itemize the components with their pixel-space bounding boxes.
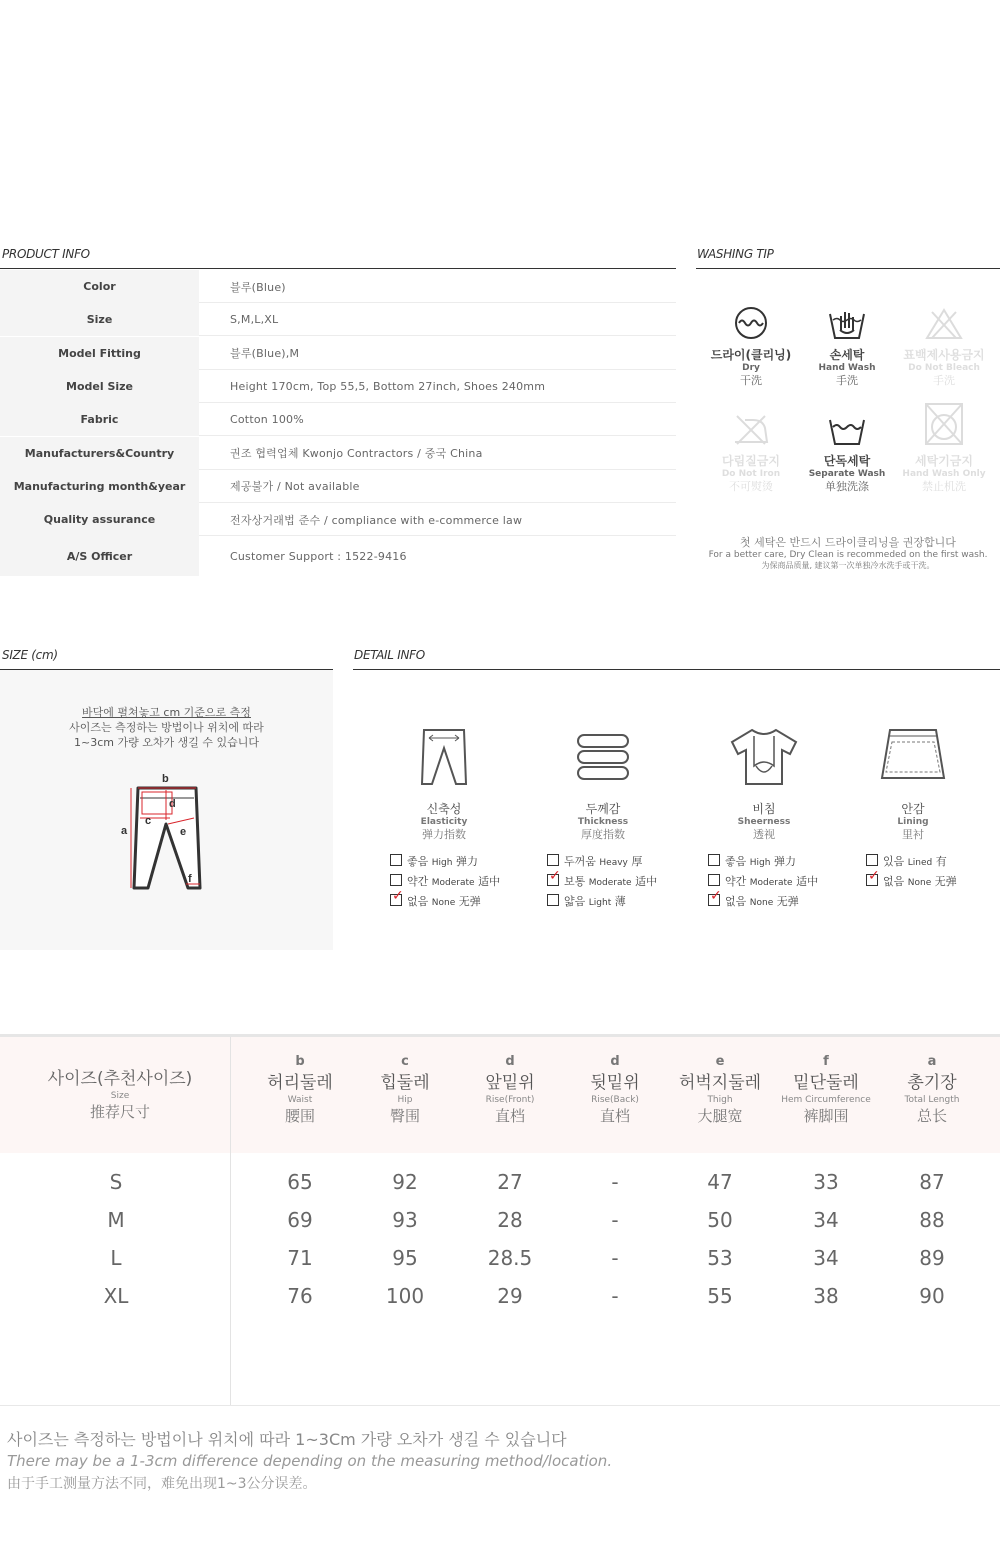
column-ko: 허리둘레: [267, 1073, 333, 1093]
detail-option-ko: 없음: [407, 895, 429, 908]
wash-separate-zh: 单独洗涤: [825, 480, 869, 493]
wash-separate-ko: 단독세탁: [823, 454, 871, 468]
column-en: Hip: [397, 1095, 413, 1105]
size-header-en: Size: [110, 1091, 130, 1101]
elasticity-icon: [419, 726, 469, 788]
size-table-value-cell: 28.5: [487, 1246, 533, 1270]
detail-option-zh: 弹力: [455, 855, 478, 868]
column-ko: 힙둘레: [380, 1073, 430, 1093]
column-zh: 裤脚围: [803, 1107, 849, 1125]
footer-note-en: There may be a 1-3cm difference depending on the measuring method/location.: [7, 1452, 613, 1470]
detail-col-thickness: [533, 726, 673, 841]
lining-zh: 里衬: [902, 828, 924, 841]
column-letter: e: [715, 1054, 725, 1069]
column-zh: 大腿宽: [697, 1107, 743, 1125]
detail-option-zh: 薄: [614, 895, 626, 908]
product-info-row: [0, 370, 676, 403]
check-mark-icon: ✓: [392, 888, 404, 904]
detail-option-zh: 有: [935, 855, 947, 868]
wash-item-hand: [797, 306, 897, 387]
diagram-label-a: a: [121, 825, 128, 837]
detail-option-en: Lined: [907, 858, 933, 868]
detail-option-en: Heavy: [599, 858, 628, 868]
size-table-value-cell: 69: [287, 1208, 313, 1232]
column-zh: 腰围: [284, 1107, 315, 1125]
sheerness-ko: 비침: [752, 802, 776, 816]
size-table-value-cell: 55: [707, 1284, 733, 1308]
diagram-label-d: d: [169, 798, 176, 810]
size-table-value-cell: 38: [813, 1284, 839, 1308]
wash-no-iron-zh: 不可熨烫: [729, 480, 773, 493]
detail-option-ko: 좋음: [407, 855, 429, 868]
sheerness-zh: 透视: [753, 828, 775, 841]
detail-option-zh: 厚: [631, 855, 643, 868]
detail-option-ko: 얇음: [564, 895, 586, 908]
product-info-row: [0, 403, 676, 436]
elasticity-en: Elasticity: [420, 817, 468, 827]
detail-option: [390, 888, 481, 910]
size-table-value-cell: 53: [707, 1246, 733, 1270]
column-en: Thigh: [707, 1095, 733, 1105]
product-info-value: Cotton 100%: [230, 413, 304, 427]
size-table-column-header: [872, 1054, 992, 1126]
washing-note-ko: 첫 세탁은 반드시 드라이클리닝을 권장합니다: [740, 536, 956, 549]
detail-info-title: DETAIL INFO: [354, 648, 425, 662]
detail-option-zh: 无弹: [776, 895, 799, 908]
detail-col-lining: [843, 726, 983, 841]
product-info-label: Quality assurance: [0, 503, 199, 536]
detail-col-sheerness: [694, 726, 834, 841]
size-table-value-cell: 89: [919, 1246, 945, 1270]
hand-wash-icon: [827, 306, 867, 342]
detail-option-ko: 있음: [883, 855, 905, 868]
product-info-value: Height 170cm, Top 55,5, Bottom 27inch, Shoes 240mm: [230, 379, 546, 393]
size-table-value-cell: 33: [813, 1170, 839, 1194]
size-table-value-cell: 92: [392, 1170, 418, 1194]
size-table-value-cell: -: [611, 1284, 619, 1308]
no-iron-icon: [731, 412, 771, 448]
detail-option-en: None: [749, 898, 774, 908]
wash-no-iron-en: Do Not Iron: [721, 469, 781, 479]
elasticity-ko: 신축성: [426, 802, 462, 816]
detail-option-zh: 弹力: [773, 855, 796, 868]
wash-separate-en: Separate Wash: [808, 469, 886, 479]
product-info-row: [0, 270, 676, 303]
detail-info-rule: [353, 669, 1000, 670]
size-table-column-header: [660, 1054, 780, 1126]
detail-option-zh: 无弹: [458, 895, 481, 908]
size-note-line3: 1~3cm 가량 오차가 생길 수 있습니다: [74, 736, 259, 749]
sheerness-icon: [728, 726, 800, 788]
wash-hand-zh: 手洗: [836, 374, 858, 387]
product-info-row: [0, 337, 676, 370]
lining-en: Lining: [897, 817, 929, 827]
wash-no-bleach-en: Do Not Bleach: [908, 363, 980, 373]
column-en: Hem Circumference: [781, 1095, 871, 1105]
product-info-label: Manufacturing month&year: [0, 470, 199, 503]
detail-checkbox: [708, 888, 722, 906]
size-table-size-cell: L: [110, 1246, 122, 1270]
wash-no-machine-ko: 세탁기금지: [915, 454, 973, 468]
column-letter: a: [927, 1054, 937, 1069]
wash-hand-en: Hand Wash: [818, 363, 876, 373]
detail-checkbox: [390, 874, 402, 886]
product-info-value: Customer Support : 1522-9416: [230, 549, 407, 563]
size-table-value-cell: 88: [919, 1208, 945, 1232]
detail-option-ko: 약간: [725, 875, 747, 888]
detail-option: [390, 854, 478, 870]
pants-diagram: [110, 768, 220, 894]
detail-checkbox: [708, 854, 720, 866]
product-info-label: Color: [0, 270, 199, 303]
detail-option: [708, 854, 796, 870]
column-ko: 밑단둘레: [793, 1073, 859, 1093]
column-ko: 뒷밑위: [590, 1073, 640, 1093]
size-header-ko: 사이즈(추천사이즈): [47, 1069, 193, 1089]
size-table-column-header: [345, 1054, 465, 1126]
detail-option-en: Light: [588, 898, 612, 908]
size-table-size-cell: M: [107, 1208, 125, 1232]
thickness-ko: 두께감: [585, 802, 621, 816]
detail-option-zh: 适中: [635, 875, 658, 888]
detail-option-en: Moderate: [588, 878, 632, 888]
lining-icon: [878, 726, 948, 788]
check-mark-icon: ✓: [549, 868, 561, 884]
column-ko: 총기장: [907, 1073, 957, 1093]
size-table-column-header: [766, 1054, 886, 1126]
detail-option: [708, 888, 799, 910]
size-table-value-cell: 87: [919, 1170, 945, 1194]
wash-item-no-bleach: [894, 306, 994, 387]
size-table-value-cell: -: [611, 1208, 619, 1232]
detail-option: [547, 854, 642, 870]
column-zh: 总长: [916, 1107, 947, 1125]
wash-dry-ko: 드라이(클리닝): [710, 348, 792, 362]
detail-option-ko: 두꺼움: [564, 855, 596, 868]
column-letter: c: [401, 1054, 409, 1069]
column-en: Rise(Front): [485, 1095, 535, 1105]
thickness-zh: 厚度指数: [581, 828, 625, 841]
product-info-label: Size: [0, 303, 199, 336]
size-table-bottom-rule: [0, 1405, 1000, 1406]
detail-option: [866, 868, 957, 890]
size-table-column-header: [240, 1054, 360, 1126]
diagram-label-c: c: [145, 815, 152, 827]
product-info-row: [0, 437, 676, 470]
column-letter: f: [823, 1054, 829, 1069]
column-zh: 直档: [494, 1107, 525, 1125]
size-table-value-cell: -: [611, 1246, 619, 1270]
washing-tip-rule: [696, 268, 1000, 269]
product-info-label: Fabric: [0, 403, 199, 436]
size-header-cell: [0, 1068, 240, 1122]
product-info-value: S,M,L,XL: [230, 313, 279, 327]
wash-dry-en: Dry: [742, 363, 760, 373]
size-table-value-cell: 65: [287, 1170, 313, 1194]
column-letter: d: [505, 1054, 515, 1069]
size-table-value-cell: 50: [707, 1208, 733, 1232]
column-en: Rise(Back): [591, 1095, 639, 1105]
size-table-value-cell: -: [611, 1170, 619, 1194]
product-info-rule: [0, 268, 676, 269]
size-table-size-cell: XL: [103, 1284, 129, 1308]
washing-note-en: For a better care, Dry Clean is recommeded on the first wash.: [708, 550, 988, 560]
size-table-size-cell: S: [109, 1170, 123, 1194]
product-info-row: [0, 303, 676, 336]
column-zh: 直档: [599, 1107, 630, 1125]
detail-option-zh: 无弹: [934, 875, 957, 888]
detail-option-zh: 适中: [478, 875, 501, 888]
wash-no-iron-ko: 다림질금지: [722, 454, 780, 468]
detail-checkbox: [708, 874, 720, 886]
thickness-en: Thickness: [577, 817, 629, 827]
product-info-value: 블루(Blue),M: [230, 347, 300, 361]
product-info-row: [0, 503, 676, 536]
detail-option-en: None: [907, 878, 932, 888]
footer-note-ko: 사이즈는 측정하는 방법이나 위치에 따라 1~3Cm 가량 오차가 생길 수 있습니다: [7, 1430, 567, 1449]
size-table-value-cell: 27: [497, 1170, 523, 1194]
lining-ko: 안감: [901, 802, 925, 816]
product-info-value: 전자상거래법 준수 / compliance with e-commerce law: [230, 513, 523, 527]
detail-checkbox: [547, 894, 559, 906]
diagram-label-f: f: [188, 873, 192, 885]
size-table-value-cell: 28: [497, 1208, 523, 1232]
product-info-label: Manufacturers&Country: [0, 437, 199, 470]
size-table-value-cell: 34: [813, 1208, 839, 1232]
detail-option-ko: 보통: [564, 875, 586, 888]
detail-checkbox: [866, 868, 880, 886]
no-machine-wash-icon: [922, 400, 966, 448]
product-info-row: [0, 536, 676, 576]
detail-option: [547, 868, 658, 890]
check-mark-icon: ✓: [710, 888, 722, 904]
size-table-column-header: [450, 1054, 570, 1126]
wash-item-dry: [701, 306, 801, 387]
wash-no-bleach-zh: 手洗: [933, 374, 955, 387]
product-info-label: Model Size: [0, 370, 199, 403]
wash-no-bleach-ko: 표백제사용금지: [903, 348, 985, 362]
product-info-value: 제공불가 / Not available: [230, 480, 360, 494]
sheerness-en: Sheerness: [737, 817, 791, 827]
detail-option-en: High: [431, 858, 453, 868]
product-info-title: PRODUCT INFO: [2, 247, 90, 261]
wash-dry-zh: 干洗: [740, 374, 762, 387]
column-ko: 허벅지둘레: [678, 1073, 762, 1093]
separate-wash-icon: [827, 412, 867, 448]
size-header-zh: 推荐尺寸: [89, 1103, 150, 1121]
detail-checkbox: [547, 868, 561, 886]
wash-no-machine-zh: 禁止机洗: [922, 480, 966, 493]
check-mark-icon: ✓: [868, 868, 880, 884]
wash-item-no-machine: [894, 400, 994, 493]
size-table-value-cell: 90: [919, 1284, 945, 1308]
detail-col-elasticity: [374, 726, 514, 841]
detail-checkbox: [390, 888, 404, 906]
detail-option-en: None: [431, 898, 456, 908]
detail-option-ko: 약간: [407, 875, 429, 888]
footer-note-zh: 由于手工测量方法不同，难免出现1~3公分误差。: [7, 1476, 317, 1492]
detail-checkbox: [866, 854, 878, 866]
column-en: Total Length: [904, 1095, 960, 1105]
product-info-value: 블루(Blue): [230, 280, 286, 294]
product-info-table: [0, 270, 676, 577]
product-info-label: Model Fitting: [0, 337, 199, 370]
detail-option-zh: 适中: [796, 875, 819, 888]
column-zh: 臀围: [389, 1107, 420, 1125]
detail-option-en: Moderate: [431, 878, 475, 888]
product-info-label: A/S Officer: [0, 536, 199, 576]
column-en: Waist: [287, 1095, 313, 1105]
detail-checkbox: [547, 854, 559, 866]
detail-option-en: Moderate: [749, 878, 793, 888]
elasticity-zh: 弹力指数: [422, 828, 466, 841]
diagram-label-b: b: [162, 773, 169, 785]
detail-option: [708, 874, 818, 890]
wash-item-separate: [797, 412, 897, 493]
column-letter: b: [295, 1054, 305, 1069]
size-note-line1: 바닥에 펼쳐놓고 cm 기준으로 측정: [82, 706, 251, 719]
size-table-value-cell: 29: [497, 1284, 523, 1308]
size-table-value-cell: 71: [287, 1246, 313, 1270]
size-panel-title: SIZE (cm): [2, 648, 58, 662]
size-table-value-cell: 76: [287, 1284, 313, 1308]
size-table-value-cell: 34: [813, 1246, 839, 1270]
detail-option-ko: 없음: [883, 875, 905, 888]
product-info-value: 권조 협력업체 Kwonjo Contractors / 중국 China: [230, 447, 483, 460]
diagram-label-e: e: [180, 826, 187, 838]
wash-hand-ko: 손세탁: [829, 348, 865, 362]
detail-option: [547, 894, 626, 910]
dry-clean-icon: [731, 306, 771, 342]
washing-note-zh: 为保商品质量, 建议第一次单独冷水洗手或干洗。: [761, 561, 935, 570]
washing-tip-title: WASHING TIP: [697, 247, 774, 261]
size-table-value-cell: 93: [392, 1208, 418, 1232]
size-table-column-header: [555, 1054, 675, 1126]
size-note-line2: 사이즈는 측정하는 방법이나 위치에 따라: [69, 721, 264, 734]
detail-option-ko: 없음: [725, 895, 747, 908]
detail-option-en: High: [749, 858, 771, 868]
size-table-value-cell: 47: [707, 1170, 733, 1194]
no-bleach-icon: [924, 306, 964, 342]
wash-item-no-iron: [701, 412, 801, 493]
detail-checkbox: [390, 854, 402, 866]
column-letter: d: [610, 1054, 620, 1069]
detail-option-ko: 좋음: [725, 855, 747, 868]
column-ko: 앞밑위: [485, 1073, 535, 1093]
product-info-row: [0, 470, 676, 503]
thickness-icon: [575, 726, 631, 788]
size-table-value-cell: 100: [385, 1284, 425, 1308]
detail-option: [390, 874, 500, 890]
wash-no-machine-en: Hand Wash Only: [902, 469, 986, 479]
size-table-value-cell: 95: [392, 1246, 418, 1270]
